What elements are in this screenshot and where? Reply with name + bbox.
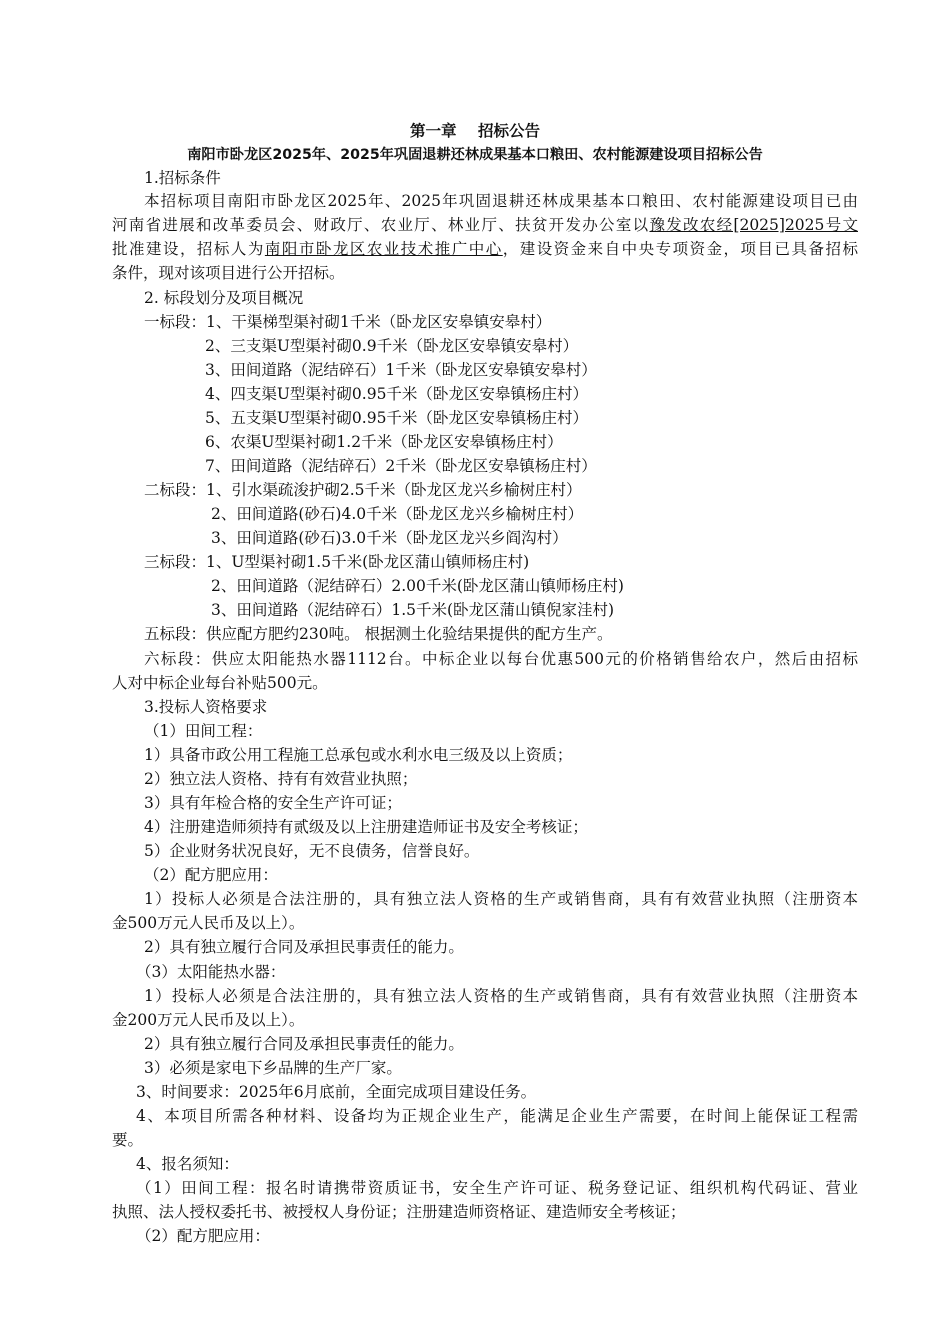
- requirement-item: 2）具有独立履行合同及承担民事责任的能力。: [144, 1035, 464, 1053]
- lot-item: 4、四支渠U型渠衬砌0.95千米（卧龙区安皋镇杨庄村）: [205, 385, 588, 403]
- materials-requirement: 要。: [112, 1131, 144, 1149]
- text-run: 批准建设，招标人为: [112, 240, 265, 258]
- section-heading: 4、报名须知：: [136, 1155, 239, 1173]
- section-heading: 2. 标段划分及项目概况: [144, 289, 304, 307]
- registration-item: 执照、法人授权委托书、被授权人身份证；注册建造师资格证、建造师安全考核证；: [112, 1203, 686, 1221]
- requirement-item: 2）具有独立履行合同及承担民事责任的能力。: [144, 938, 464, 956]
- document-reference: 豫发改农经[2025]2025号文: [649, 216, 858, 234]
- lot-item: 3、田间道路（泥结碎石）1千米（卧龙区安皋镇安皋村）: [205, 361, 597, 379]
- section-heading: 3.投标人资格要求: [144, 698, 268, 716]
- registration-item: （1）田间工程：报名时请携带资质证书，安全生产许可证、税务登记证、组织机构代码证、营业: [136, 1179, 858, 1197]
- sub-heading: （2）配方肥应用：: [136, 1227, 270, 1245]
- lot-item: 2、田间道路(砂石)4.0千米（卧龙区龙兴乡榆树庄村）: [211, 505, 584, 523]
- document-title: 南阳市卧龙区2025年、2025年巩固退耕还林成果基本口粮田、农村能源建设项目招标公告: [187, 147, 763, 163]
- requirement-item: 1）投标人必须是合法注册的，具有独立法人资格的生产或销售商，具有有效营业执照（注册资本: [144, 987, 858, 1005]
- lot-item: 7、田间道路（泥结碎石）2千米（卧龙区安皋镇杨庄村）: [205, 457, 597, 475]
- requirement-item: 金200万元人民币及以上）。: [112, 1011, 305, 1029]
- lot-item: 5、五支渠U型渠衬砌0.95千米（卧龙区安皋镇杨庄村）: [205, 409, 588, 427]
- lot-item: 6、农渠U型渠衬砌1.2千米（卧龙区安皋镇杨庄村）: [205, 433, 563, 451]
- sub-heading: （2）配方肥应用：: [144, 866, 278, 884]
- requirement-item: 5）企业财务状况良好，无不良债务，信誉良好。: [144, 842, 480, 860]
- requirement-item: 1）具备市政公用工程施工总承包或水利水电三级及以上资质；: [144, 746, 573, 764]
- chapter-title: 第一章 招标公告: [409, 122, 541, 140]
- requirement-item: 3）必须是家电下乡品牌的生产厂家。: [144, 1059, 402, 1077]
- lot-item: 二标段：1、引水渠疏浚护砌2.5千米（卧龙区龙兴乡榆树庄村）: [144, 481, 582, 499]
- requirement-item: 1）投标人必须是合法注册的，具有独立法人资格的生产或销售商，具有有效营业执照（注册资本: [144, 890, 858, 908]
- lot-item: 六标段：供应太阳能热水器1112台。中标企业以每台优惠500元的价格销售给农户，然后由招标: [144, 650, 858, 668]
- paragraph-line: [112, 214, 858, 236]
- lot-item: 3、田间道路（泥结碎石）1.5千米(卧龙区蒲山镇倪家洼村): [211, 601, 615, 619]
- materials-requirement: 4、本项目所需各种材料、设备均为正规企业生产，能满足企业生产需要，在时间上能保证工程需: [136, 1107, 858, 1125]
- text-run: 河南省进展和改革委员会、财政厅、农业厅、林业厅、扶贫开发办公室以: [112, 216, 650, 234]
- sub-heading: （1）田间工程：: [144, 722, 263, 740]
- sub-heading: （3）太阳能热水器：: [136, 963, 286, 981]
- tenderer-name: 南阳市卧龙区农业技术推广中心: [264, 240, 503, 258]
- lot-item: 一标段：1、干渠梯型渠衬砌1千米（卧龙区安皋镇安皋村）: [144, 313, 552, 331]
- paragraph-line: 本招标项目南阳市卧龙区2025年、2025年巩固退耕还林成果基本口粮田、农村能源建设项目已由: [144, 192, 858, 210]
- text-run: ，建设资金来自中央专项资金，项目已具备招标: [502, 240, 858, 258]
- lot-item: 五标段：供应配方肥约230吨。 根据测土化验结果提供的配方生产。: [144, 625, 613, 643]
- requirement-item: 金500万元人民币及以上）。: [112, 914, 305, 932]
- section-heading: 1.招标条件: [144, 169, 221, 187]
- lot-item: 2、田间道路（泥结碎石）2.00千米(卧龙区蒲山镇师杨庄村): [211, 577, 624, 595]
- paragraph-line: 条件，现对该项目进行公开招标。: [112, 264, 345, 282]
- requirement-item: 2）独立法人资格、持有有效营业执照；: [144, 770, 418, 788]
- lot-item: 三标段：1、U型渠衬砌1.5千米(卧龙区蒲山镇师杨庄村): [144, 553, 530, 571]
- requirement-item: 4）注册建造师须持有贰级及以上注册建造师证书及安全考核证；: [144, 818, 588, 836]
- requirement-item: 3）具有年检合格的安全生产许可证；: [144, 794, 402, 812]
- lot-item: 3、田间道路(砂石)3.0千米（卧龙区龙兴乡阎沟村）: [211, 529, 568, 547]
- paragraph-line: [112, 238, 858, 260]
- time-requirement: 3、时间要求：2025年6月底前，全面完成项目建设任务。: [136, 1083, 537, 1101]
- lot-item: 人对中标企业每台补贴500元。: [112, 674, 328, 692]
- lot-item: 2、三支渠U型渠衬砌0.9千米（卧龙区安皋镇安皋村）: [205, 337, 579, 355]
